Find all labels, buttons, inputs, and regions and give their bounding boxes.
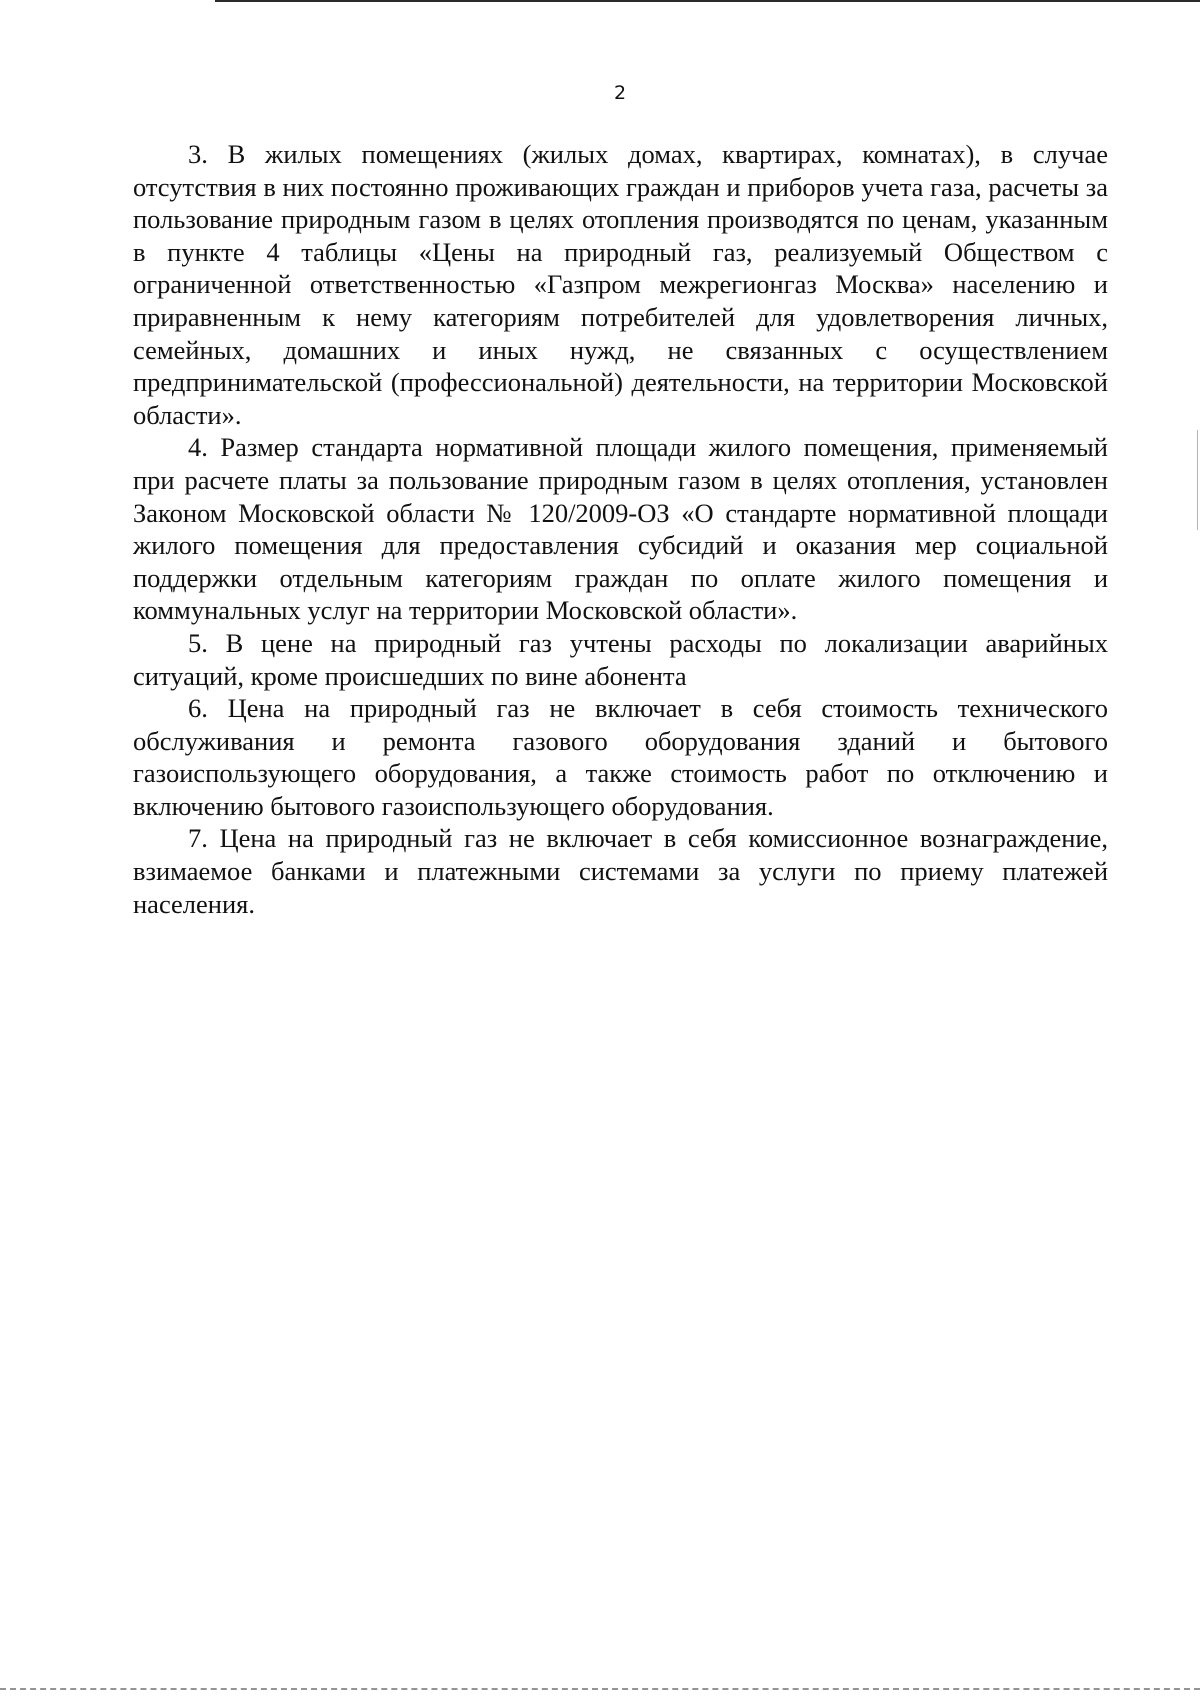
- paragraph-7: 7. Цена на природный газ не включает в себя комиссионное вознаграждение, взимаемое банками и платежными системами за услуги по приему платежей населения.: [133, 823, 1108, 919]
- scan-edge-bottom: [0, 1688, 1200, 1690]
- scan-edge-top: [215, 0, 1200, 2]
- paragraph-5: 5. В цене на природный газ учтены расходы по локализации аварийных ситуаций, кроме происшедших по вине абонента: [133, 627, 1108, 691]
- paragraph-3: 3. В жилых помещениях (жилых домах, квартирах, комнатах), в случае отсутствия в них постоянно проживающих граждан и приборов учета газа, расчеты за пользование природным газом в целях отопления производятся по ценам, указанным в пункте 4 таблицы «Цены на природный газ, реализуемый Обществом с ограниченной ответственностью «Газпром межрегионгаз Москва» населению и приравненным к нему категориям потребителей для удовлетворения личных, семейных, домашних и иных нужд, не связанных с осуществлением предпринимательской (профессиональной) деятельности, на территории Московской области».: [133, 139, 1108, 430]
- document-body: [133, 138, 1108, 920]
- scan-edge-right: [1197, 430, 1198, 530]
- page-number: 2: [613, 82, 627, 104]
- paragraph-6: 6. Цена на природный газ не включает в себя стоимость технического обслуживания и ремонта газового оборудования зданий и бытового газоиспользующего оборудования, а также стоимость работ по отключению и включению бытового газоиспользующего оборудования.: [133, 693, 1108, 821]
- paragraph-4: 4. Размер стандарта нормативной площади жилого помещения, применяемый при расчете платы за пользование природным газом в целях отопления, установлен Законом Московской области № 120/2009-ОЗ «О стандарте нормативной площади жилого помещения для предоставления субсидий и оказания мер социальной поддержки отдельным категориям граждан по оплате жилого помещения и коммунальных услуг на территории Московской области».: [133, 432, 1108, 626]
